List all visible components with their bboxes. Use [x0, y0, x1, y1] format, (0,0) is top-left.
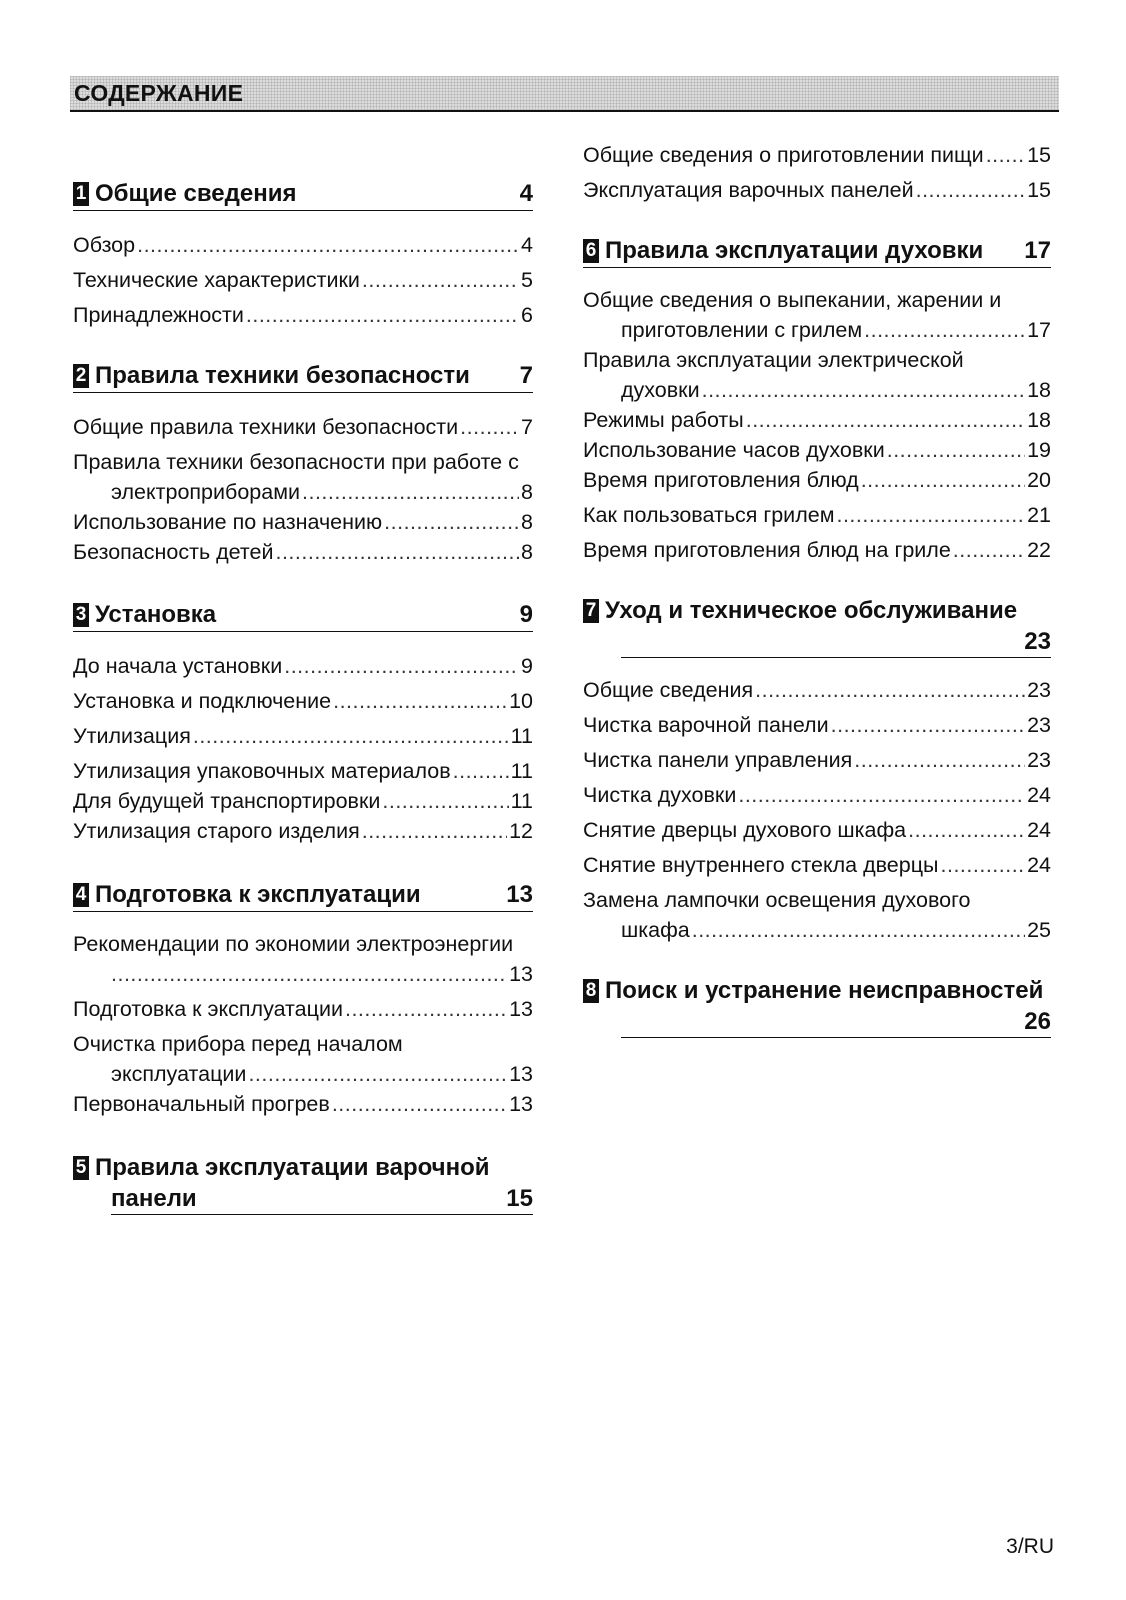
toc-right-column	[583, 140, 1051, 1038]
toc-section-1	[73, 178, 533, 330]
toc-section-7	[583, 595, 1051, 945]
toc-entry[interactable]: Утилизация старого изделия ..... 12	[73, 816, 533, 846]
section-number-badge: 7	[583, 599, 599, 623]
toc-entry[interactable]: Технические характеристики ..... 5	[73, 265, 533, 295]
section-heading[interactable]	[73, 879, 533, 912]
toc-entry[interactable]: Снятие дверцы духового шкафа ..... 24	[583, 815, 1051, 845]
section-number-badge: 1	[73, 182, 89, 206]
section-page: 4	[519, 180, 533, 207]
toc-entry[interactable]: Правила техники безопасности при работе с электроприборами ..... 8	[73, 447, 533, 507]
toc-section-5-continued	[583, 140, 1051, 205]
section-heading[interactable]	[73, 360, 533, 393]
toc-entry[interactable]: Общие сведения о приготовлении пищи ..... 15	[583, 140, 1051, 170]
toc-entry[interactable]: Использование по назначению ..... 8	[73, 507, 533, 537]
toc-entry[interactable]: Рекомендации по экономии электроэнергии ..... 13	[73, 929, 533, 989]
section-title: Установка	[95, 601, 217, 628]
toc-entry[interactable]: Подготовка к эксплуатации ..... 13	[73, 994, 533, 1024]
section-page: 9	[519, 601, 533, 628]
toc-entry[interactable]: Безопасность детей ..... 8	[73, 537, 533, 567]
section-title: Правила эксплуатации варочной	[95, 1154, 490, 1181]
page-number: 3/RU	[1006, 1535, 1054, 1558]
toc-entry[interactable]: Замена лампочки освещения духового шкафа ..... 25	[583, 885, 1051, 945]
section-page: 7	[519, 362, 533, 389]
toc-left-column	[73, 138, 533, 1215]
toc-entry[interactable]: Чистка варочной панели ..... 23	[583, 710, 1051, 740]
toc-entry[interactable]: Время приготовления блюд на гриле ..... 22	[583, 535, 1051, 565]
toc-entry[interactable]: Общие правила техники безопасности ..... 7	[73, 412, 533, 442]
contents-title: СОДЕРЖАНИЕ	[74, 80, 244, 106]
section-title: Уход и техническое обслуживание	[605, 597, 1018, 624]
toc-entry[interactable]: Обзор ..... 4	[73, 230, 533, 260]
toc-entry[interactable]: Использование часов духовки ..... 19	[583, 435, 1051, 465]
section-heading[interactable]	[583, 235, 1051, 268]
section-number-badge: 8	[583, 979, 599, 1003]
section-heading[interactable]	[583, 975, 1051, 1038]
toc-entry[interactable]: Установка и подключение ..... 10	[73, 686, 533, 716]
section-title: Правила эксплуатации духовки	[605, 237, 984, 264]
section-number-badge: 6	[583, 239, 599, 263]
toc-section-8	[583, 975, 1051, 1038]
toc-entry[interactable]: Чистка духовки ..... 24	[583, 780, 1051, 810]
toc-entry[interactable]: Эксплуатация варочных панелей ..... 15	[583, 175, 1051, 205]
toc-entry[interactable]: Чистка панели управления ..... 23	[583, 745, 1051, 775]
section-page: 17	[1024, 237, 1051, 264]
section-page: 23	[1024, 628, 1051, 655]
toc-entry[interactable]: Для будущей транспортировки ..... 11	[73, 786, 533, 816]
toc-entry[interactable]: Утилизация ..... 11	[73, 721, 533, 751]
section-title: Подготовка к эксплуатации	[95, 881, 421, 908]
section-title: Общие сведения	[95, 180, 297, 207]
section-page: 15	[506, 1185, 533, 1212]
section-heading[interactable]	[73, 1152, 533, 1215]
section-number-badge: 3	[73, 603, 89, 627]
section-title: Правила техники безопасности	[95, 362, 470, 389]
toc-section-3	[73, 599, 533, 846]
toc-entry[interactable]: Очистка прибора перед началом эксплуатации ..... 13	[73, 1029, 533, 1089]
toc-entry[interactable]: Как пользоваться грилем ..... 21	[583, 500, 1051, 530]
section-number-badge: 2	[73, 364, 89, 388]
toc-entry[interactable]: Принадлежности ..... 6	[73, 300, 533, 330]
toc-entry[interactable]: Общие сведения о выпекании, жарении и приготовлении с грилем ..... 17	[583, 285, 1051, 345]
contents-banner	[70, 76, 1059, 112]
toc-entry[interactable]: Правила эксплуатации электрической духовки ..... 18	[583, 345, 1051, 405]
section-number-badge: 4	[73, 883, 89, 907]
toc-section-4	[73, 879, 533, 1119]
toc-section-5	[73, 1152, 533, 1215]
toc-entry[interactable]: Общие сведения ..... 23	[583, 675, 1051, 705]
section-heading[interactable]	[73, 599, 533, 632]
section-heading[interactable]	[73, 178, 533, 211]
section-page: 26	[1024, 1008, 1051, 1035]
section-page: 13	[506, 881, 533, 908]
toc-entry[interactable]: Первоначальный прогрев ..... 13	[73, 1089, 533, 1119]
section-heading[interactable]	[583, 595, 1051, 658]
toc-entry[interactable]: До начала установки ..... 9	[73, 651, 533, 681]
section-title-continued: панели	[111, 1185, 197, 1212]
section-title: Поиск и устранение неисправностей	[605, 977, 1044, 1004]
toc-entry[interactable]: Утилизация упаковочных материалов ..... 11	[73, 756, 533, 786]
section-number-badge: 5	[73, 1156, 89, 1180]
toc-entry[interactable]: Снятие внутреннего стекла дверцы ..... 24	[583, 850, 1051, 880]
toc-entry[interactable]: Режимы работы ..... 18	[583, 405, 1051, 435]
toc-entry[interactable]: Время приготовления блюд ..... 20	[583, 465, 1051, 495]
toc-section-6	[583, 235, 1051, 565]
toc-section-2	[73, 360, 533, 567]
